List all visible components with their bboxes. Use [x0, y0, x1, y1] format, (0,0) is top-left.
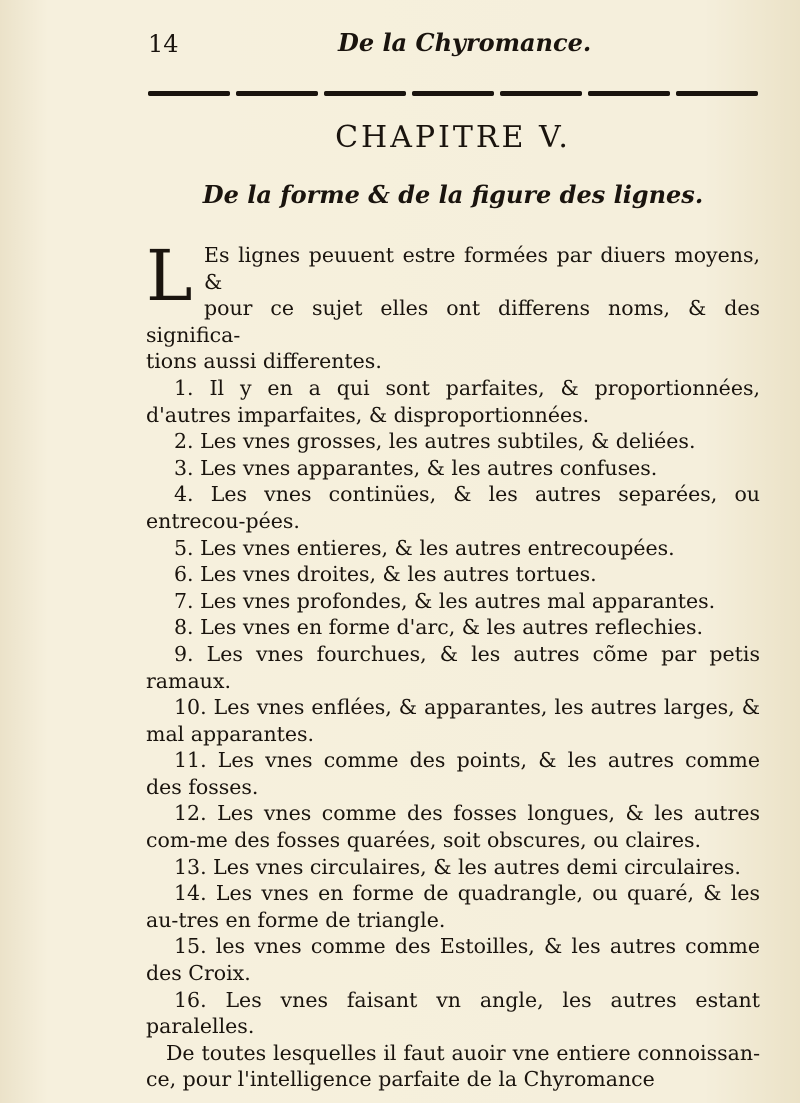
list-item: 11. Les vnes comme des points, & les autres comme des fosses.: [146, 748, 760, 799]
list-item: 4. Les vnes continües, & les autres separées, ou entrecou-pées.: [146, 482, 760, 533]
rule-segment: [236, 91, 318, 96]
chapter-title: CHAPITRE V.: [335, 120, 571, 155]
rule-segment: [412, 91, 494, 96]
list-item: 16. Les vnes faisant vn angle, les autres estant paralelles.: [146, 987, 760, 1039]
list-item: 8. Les vnes en forme d'arc, & les autres reflechies.: [174, 615, 704, 640]
opening-line: Es lignes peuuent estre formées par diuers moyens, &: [204, 243, 760, 294]
list-item: 13. Les vnes circulaires, & les autres demi circulaires.: [174, 854, 741, 879]
list-item: 10. Les vnes enflées, & apparantes, les autres larges, & mal apparantes.: [146, 695, 760, 746]
chapter-subtitle: De la forme & de la figure des lignes.: [202, 180, 704, 209]
running-head: De la Chyromance.: [338, 28, 592, 57]
ornament-rule: [148, 90, 758, 98]
list-item: 6. Les vnes droites, & les autres tortues.: [174, 562, 597, 587]
opening-line: pour ce sujet elles ont differens noms, & des significa-: [146, 296, 760, 347]
list-item: 5. Les vnes entieres, & les autres entrecoupées.: [174, 535, 675, 560]
list-item: 3. Les vnes apparantes, & les autres confuses.: [174, 455, 658, 480]
page-header: [148, 26, 758, 66]
rule-segment: [588, 91, 670, 96]
page-number: 14: [148, 30, 179, 58]
list-item: 14. Les vnes en forme de quadrangle, ou quaré, & les au-tres en forme de triangle.: [146, 881, 760, 932]
drop-cap: L: [146, 235, 193, 317]
list-item: 2. Les vnes grosses, les autres subtiles, & deliées.: [174, 429, 696, 454]
opening-paragraph: [146, 235, 760, 375]
rule-segment: [500, 91, 582, 96]
list-item: 1. Il y en a qui sont parfaites, & proportionnées, d'autres imparfaites, & disproportionnées.: [146, 375, 760, 427]
rule-segment: [148, 91, 230, 96]
list-item: 12. Les vnes comme des fosses longues, & les autres com-me des fosses quarées, soit obscures, ou claires.: [146, 801, 760, 853]
rule-segment: [324, 91, 406, 96]
closing-paragraph: De toutes lesquelles il faut auoir vne entiere connoissan-ce, pour l'intelligence parfaite de la Chyromance: [146, 1040, 760, 1092]
list-item: 15. les vnes comme des Estoilles, & les autres comme des Croix.: [146, 934, 760, 986]
list-item: 9. Les vnes fourchues, & les autres cõme par petis ramaux.: [146, 641, 760, 693]
opening-line: tions aussi differentes.: [146, 349, 382, 374]
body-text: [146, 235, 760, 1093]
rule-segment: [676, 91, 758, 96]
list-item: 7. Les vnes profondes, & les autres mal apparantes.: [174, 588, 716, 613]
